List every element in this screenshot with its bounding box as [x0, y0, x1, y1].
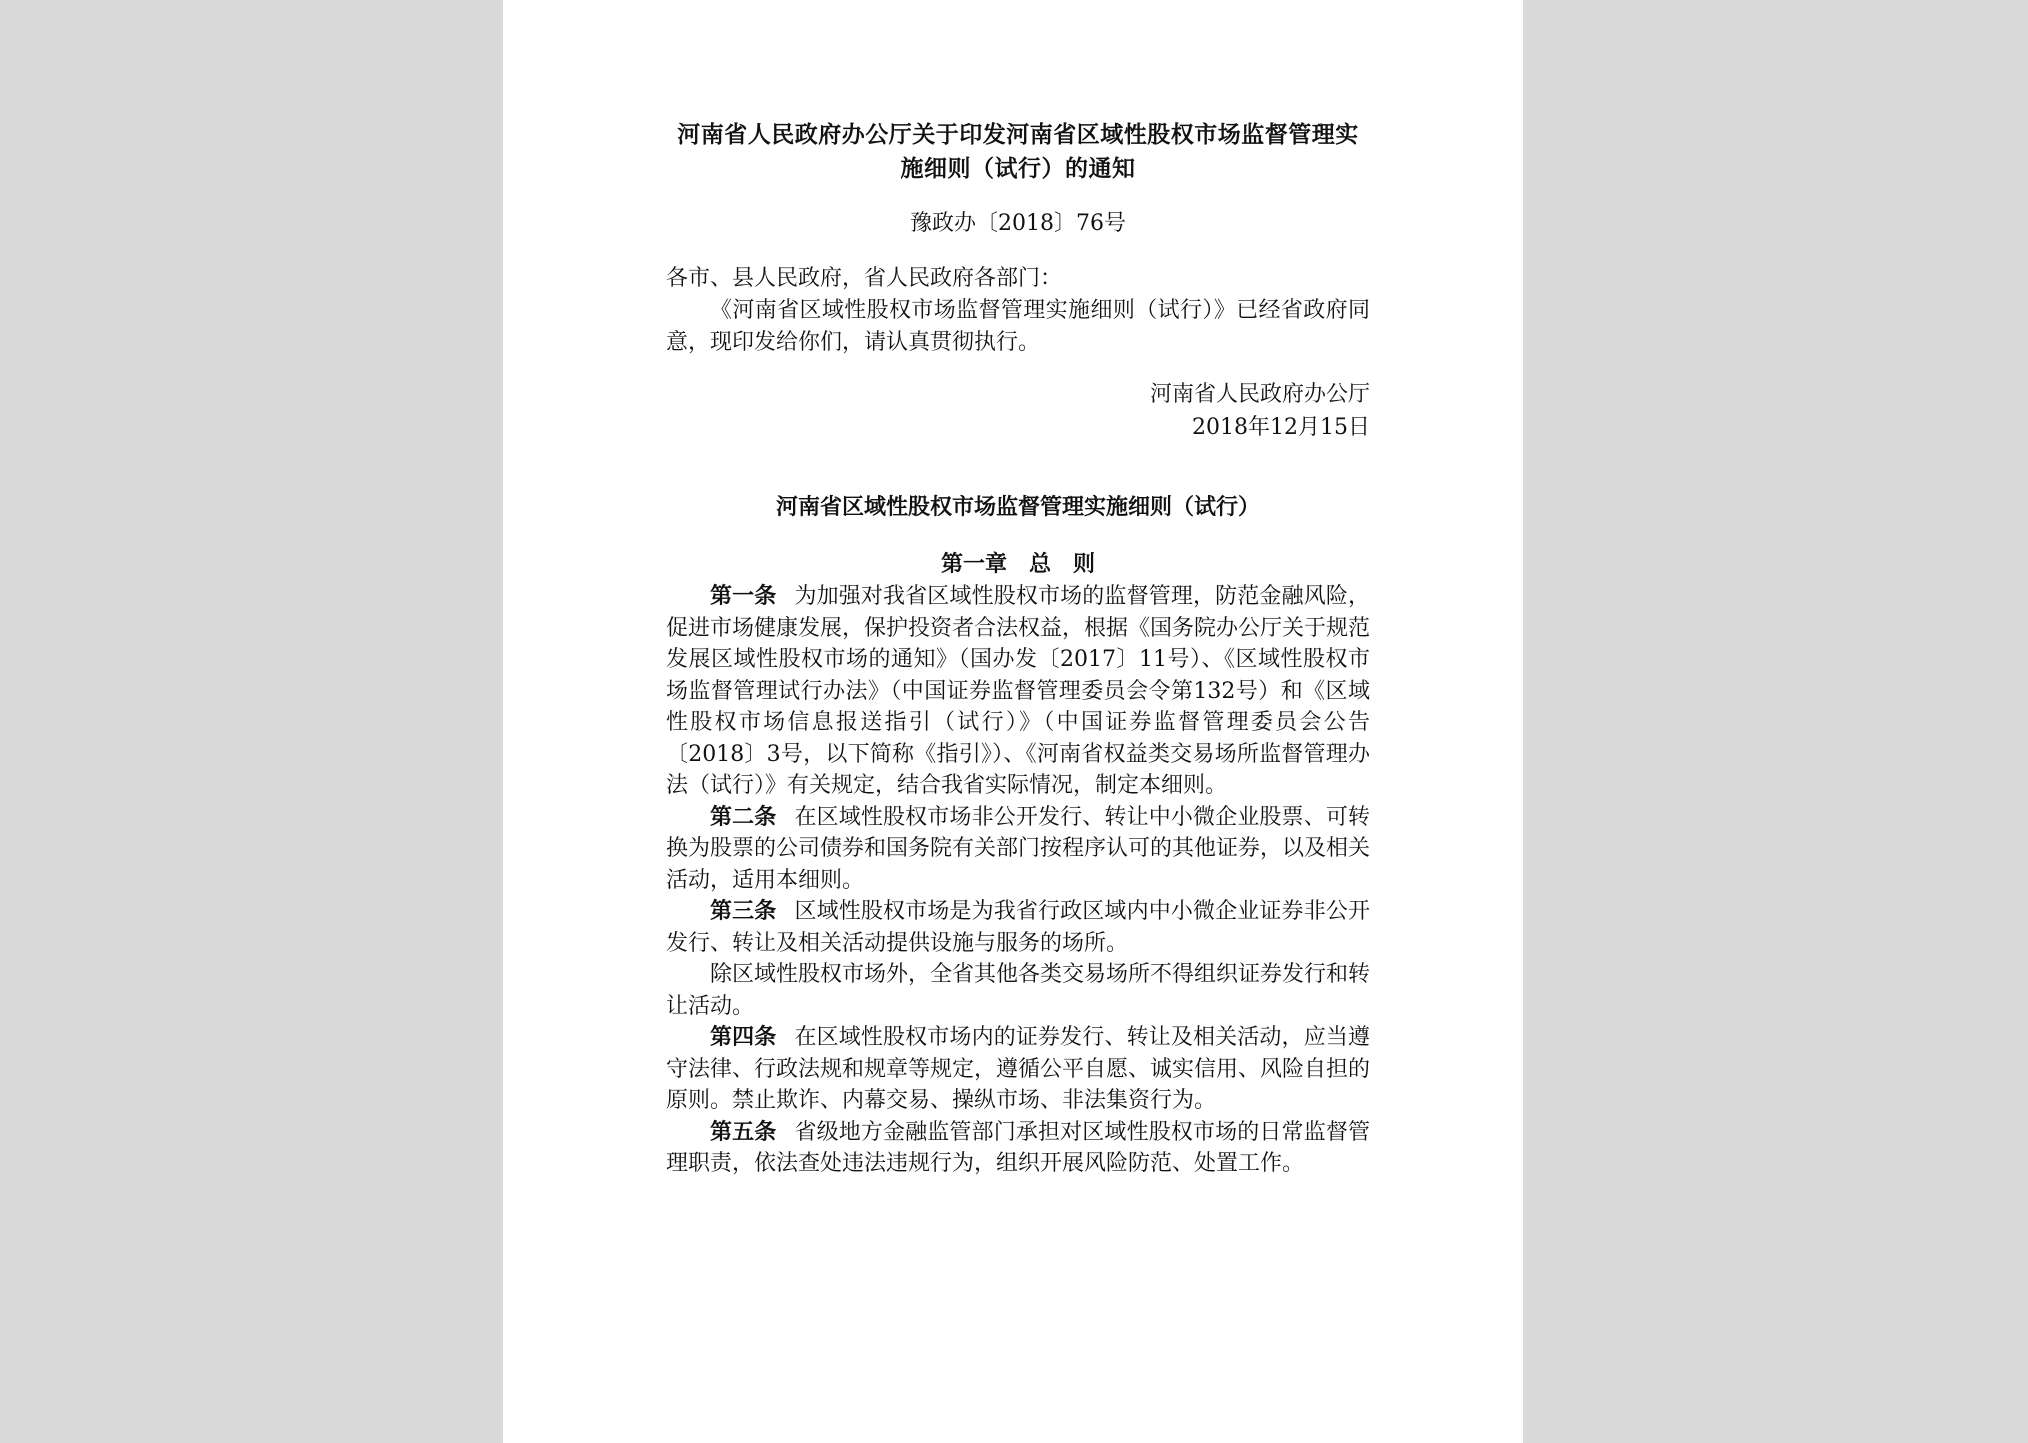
article-5: [666, 1117, 1370, 1180]
document-page: [503, 0, 1523, 1443]
signature-date: 2018年12月15日: [1192, 415, 1370, 440]
document-title: 河南省人民政府办公厅关于印发河南省区域性股权市场监督管理实施细则（试行）的通知: [677, 121, 1359, 182]
article-label: 第二条: [710, 803, 777, 830]
article-text: 在区域性股权市场非公开发行、转让中小微企业股票、可转换为股票的公司债券和国务院有关部门按程序认可的其他证券，以及相关活动，适用本细则。: [666, 804, 1371, 893]
rules-title: 河南省区域性股权市场监督管理实施细则（试行）: [775, 494, 1260, 520]
article-1: [666, 581, 1370, 802]
intro-paragraph: 《河南省区域性股权市场监督管理实施细则（试行）》已经省政府同意，现印发给你们，请认真贯彻执行。: [666, 298, 1370, 355]
article-label: 第五条: [710, 1118, 777, 1145]
article-2: [666, 802, 1370, 897]
signature-block: [666, 378, 1370, 444]
document-number: 豫政办〔2018〕76号: [910, 211, 1126, 236]
signature-org: 河南省人民政府办公厅: [1149, 382, 1370, 407]
article-text: 区域性股权市场是为我省行政区域内中小微企业证券非公开发行、转让及相关活动提供设施与服务的场所。: [666, 899, 1370, 956]
article-label: 第四条: [710, 1024, 777, 1050]
article-text: 在区域性股权市场内的证券发行、转让及相关活动，应当遵守法律、行政法规和规章等规定，遵循公平自愿、诚实信用、风险自担的原则。禁止欺诈、内幕交易、操纵市场、非法集资行为。: [666, 1025, 1371, 1113]
chapter-title: 第一章 总 则: [940, 551, 1095, 577]
article-text: 为加强对我省区域性股权市场的监督管理，防范金融风险，促进市场健康发展，保护投资者合法权益，根据《国务院办公厅关于规范发展区域性股权市场的通知》（国办发〔2017〕11号）、《区域性股权市场监督管理试行办法》（中国证券监督管理委员会令第132号）和《区域性股权市场信息报送指引（试行）》（中国证券监督管理委员会公告〔2018〕3号，以下简称《指引》）、《河南省权益类交易场所监督管理办法（试行）》有关规定，结合我省实际情况，制定本细则。: [666, 584, 1371, 798]
article-3-continuation: [666, 959, 1370, 1022]
article-text: 除区域性股权市场外，全省其他各类交易场所不得组织证券发行和转让活动。: [666, 962, 1371, 1019]
article-4: [666, 1022, 1370, 1117]
addressee: 各市、县人民政府，省人民政府各部门：: [666, 266, 1063, 291]
article-label: 第一条: [710, 583, 777, 609]
article-3: [666, 896, 1370, 959]
article-text: 省级地方金融监管部门承担对区域性股权市场的日常监督管理职责，依法查处违法违规行为，组织开展风险防范、处置工作。: [666, 1119, 1370, 1176]
article-label: 第三条: [710, 898, 777, 924]
document-content: [666, 118, 1370, 1180]
